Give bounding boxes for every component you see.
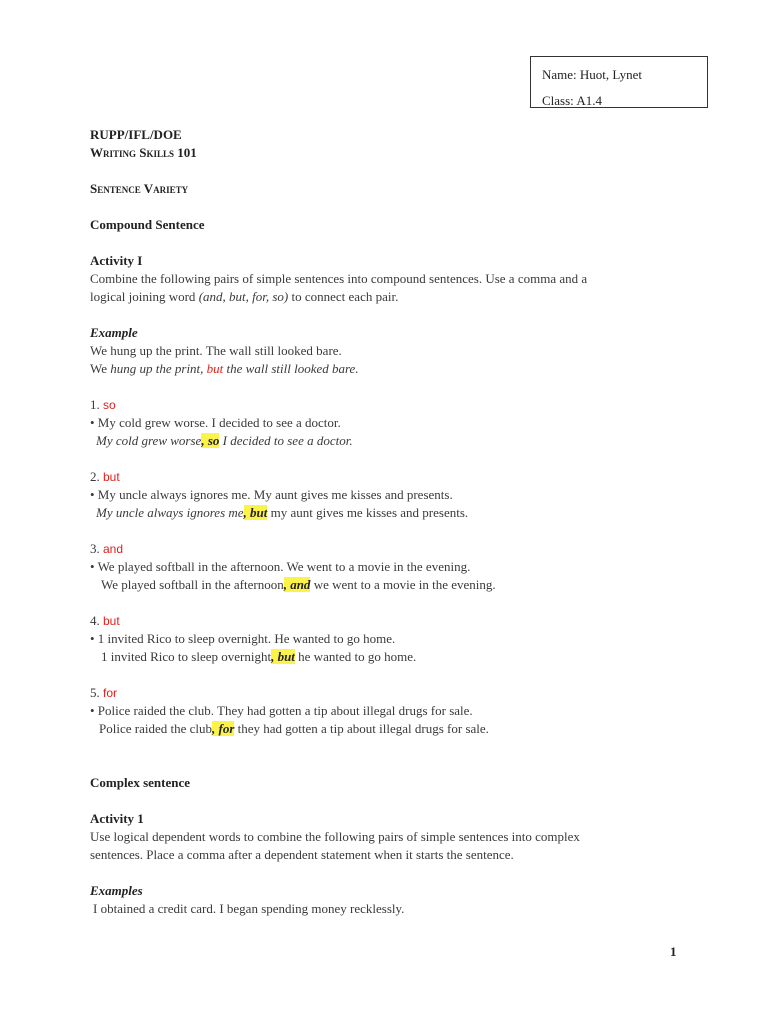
compound-activity-title: Activity I: [90, 253, 143, 268]
exercise-5-prompt: • Police raided the club. They had gotten a tip about illegal drugs for sale.: [90, 703, 473, 718]
topic-heading: Sentence Variety: [90, 181, 189, 196]
complex-section-title: Complex sentence: [90, 775, 191, 790]
highlight: , but: [271, 649, 295, 664]
highlight: , for: [212, 721, 235, 736]
exercise-2-number: 2. but: [90, 469, 120, 484]
student-info-box: [530, 56, 708, 108]
exercise-4-number: 4. but: [90, 613, 120, 628]
highlight: , but: [243, 505, 268, 520]
complex-activity-title: Activity 1: [90, 811, 144, 826]
complex-instructions-line-2: sentences. Place a comma after a dependent statement when it starts the sentence.: [90, 847, 514, 862]
compound-section-title: Compound Sentence: [90, 217, 205, 232]
exercise-2-prompt: • My uncle always ignores me. My aunt gives me kisses and presents.: [90, 487, 453, 502]
institution-heading: RUPP/IFL/DOE: [90, 127, 182, 142]
highlight: , and: [283, 577, 311, 592]
highlight: , so: [201, 433, 220, 448]
exercise-5-answer: Police raided the club, for they had gotten a tip about illegal drugs for sale.: [99, 721, 489, 736]
examples-title: Examples: [90, 883, 143, 898]
exercise-4-prompt: • 1 invited Rico to sleep overnight. He wanted to go home.: [90, 631, 396, 646]
complex-example-line: I obtained a credit card. I began spending money recklessly.: [93, 901, 405, 916]
compound-instructions-line-2: logical joining word (and, but, for, so) to connect each pair.: [90, 289, 399, 304]
document-body: [90, 126, 690, 918]
exercise-1-prompt: • My cold grew worse. I decided to see a doctor.: [90, 415, 341, 430]
exercise-3-prompt: • We played softball in the afternoon. We went to a movie in the evening.: [90, 559, 471, 574]
example-prompt: We hung up the print. The wall still looked bare.: [90, 343, 342, 358]
exercise-1-number: 1. so: [90, 397, 116, 412]
exercise-3-number: 3. and: [90, 541, 124, 556]
compound-instructions-line-1: Combine the following pairs of simple sentences into compound sentences. Use a comma and a: [90, 271, 588, 286]
page-number: 1: [670, 944, 677, 959]
student-class: Class: A1.4: [542, 93, 602, 108]
exercise-3-answer: We played softball in the afternoon, and we went to a movie in the evening.: [101, 577, 496, 592]
exercise-2-answer: My uncle always ignores me, but my aunt gives me kisses and presents.: [96, 505, 469, 520]
exercise-5-number: 5. for: [90, 685, 118, 700]
exercise-4-answer: 1 invited Rico to sleep overnight, but he wanted to go home.: [101, 649, 417, 664]
student-name: Name: Huot, Lynet: [542, 67, 643, 82]
complex-instructions-line-1: Use logical dependent words to combine the following pairs of simple sentences into complex: [90, 829, 580, 844]
course-heading: Writing Skills 101: [90, 145, 197, 160]
example-answer: We hung up the print, but the wall still looked bare.: [90, 361, 359, 376]
exercise-1-answer: My cold grew worse, so I decided to see a doctor.: [96, 433, 353, 448]
example-title: Example: [90, 325, 138, 340]
